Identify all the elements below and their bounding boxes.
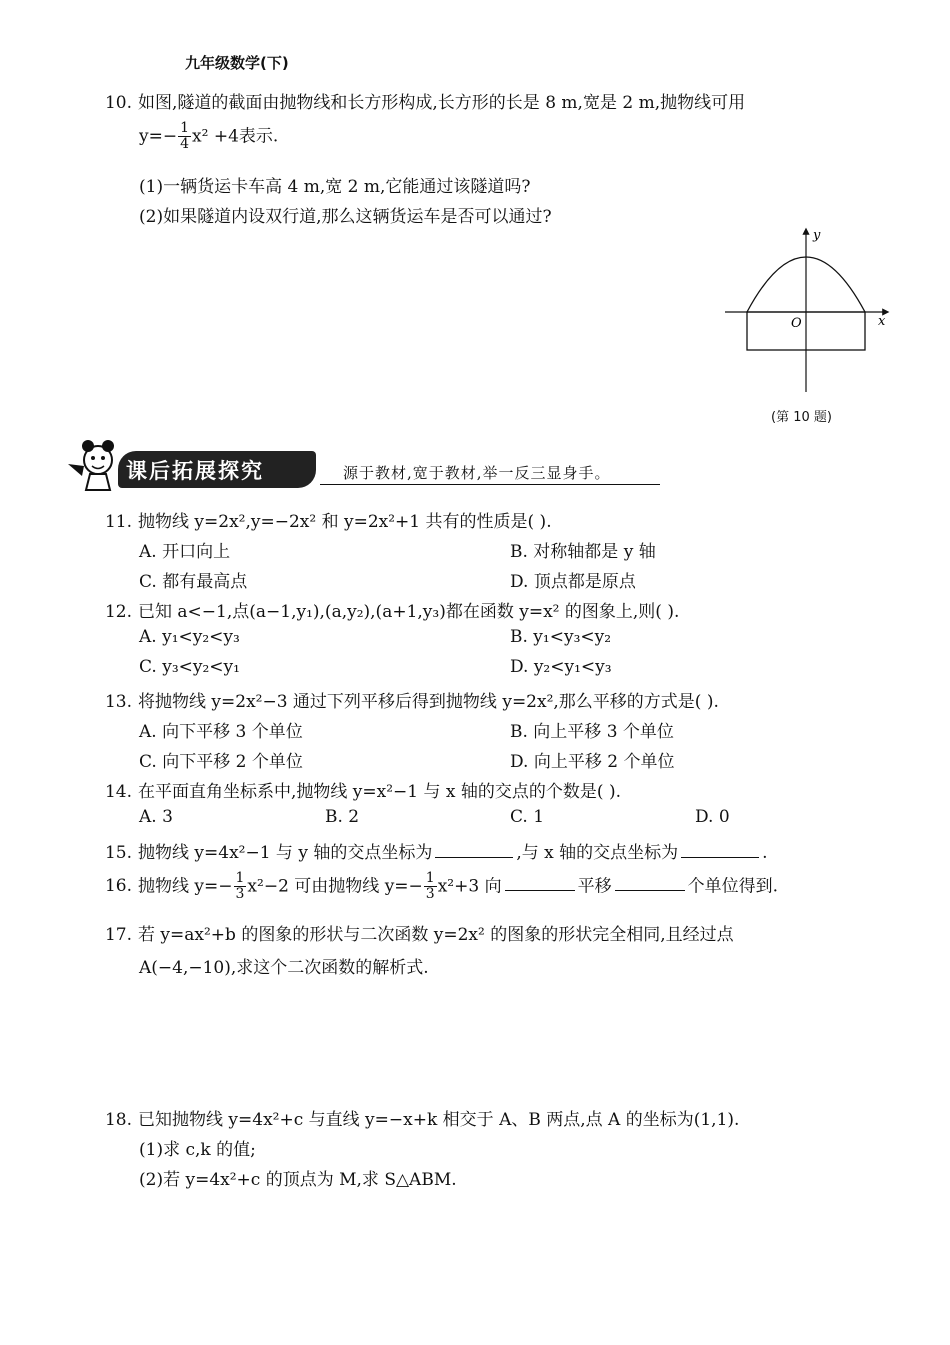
q10-frac-top: 1 [180,120,190,136]
q15-part1: 抛物线 y=4x²−1 与 y 轴的交点坐标为 [138,843,433,863]
q10-line1 [96,88,745,113]
banner-divider [320,484,660,485]
q16-blank-2[interactable] [615,889,685,891]
q16-p4: 平移 [577,876,612,897]
origin-label: O [791,316,802,331]
q16-fraction-2 [424,871,437,903]
q12-stem-line [96,597,679,622]
q11-option-c: C. 都有最高点 [139,572,248,592]
q12-option-c: C. y₃<y₂<y₁ [139,657,240,677]
q16-f2-bot: 3 [425,886,435,903]
q15-line [96,838,768,863]
q13-option-d: D. 向上平移 2 个单位 [510,752,675,772]
q16-fraction-1 [234,871,247,903]
q10-eq-pre: y=− [139,126,178,147]
q15-number: 15. [104,843,132,863]
q15-blank-1[interactable] [435,856,513,858]
banner-slogan: 源于教材,宽于教材,举一反三显身手。 [343,464,611,482]
q13-stem-line [96,687,719,712]
q10-number: 10. [104,93,132,113]
q18-sub2: (2)若 y=4x²+c 的顶点为 M,求 S△ABM. [139,1170,457,1190]
q11-number: 11. [104,512,132,532]
q15-blank-2[interactable] [681,856,759,858]
q10-sub1: (1)一辆货运卡车高 4 m,宽 2 m,它能通过该隧道吗? [139,177,531,197]
q13-number: 13. [104,692,132,712]
q17-line2: A(−4,−10),求这个二次函数的解析式. [139,958,429,978]
q12-stem: 已知 a<−1,点(a−1,y₁),(a,y₂),(a+1,y₃)都在函数 y=x² 的图象上,则( ). [138,602,680,622]
q17-text1: 若 y=ax²+b 的图象的形状与二次函数 y=2x² 的图象的形状完全相同,且经过点 [138,925,734,945]
q14-stem-line [96,777,621,802]
q15-part3: . [762,843,768,863]
q12-number: 12. [104,602,132,622]
q14-stem: 在平面直角坐标系中,抛物线 y=x²−1 与 x 轴的交点的个数是( ). [138,782,621,802]
q11-option-d: D. 顶点都是原点 [510,572,636,592]
q16-p2: x²−2 可由抛物线 y=− [247,876,423,897]
q10-text: 如图,隧道的截面由抛物线和长方形构成,长方形的长是 8 m,宽是 2 m,抛物线可用 [138,93,746,113]
q14-option-d: D. 0 [695,807,730,827]
q11-option-a: A. 开口向上 [139,542,231,562]
q10-sub2: (2)如果隧道内设双行道,那么这辆货运车是否可以通过? [139,207,552,227]
q16-number: 16. [104,876,132,897]
q12-option-d: D. y₂<y₁<y₃ [510,657,612,677]
q16-p1: 抛物线 y=− [138,876,233,897]
q14-option-c: C. 1 [510,807,545,827]
q14-option-a: A. 3 [139,807,173,827]
banner-title: 课后拓展探究 [126,459,264,483]
q16-f1-bot: 3 [235,886,245,903]
q16-blank-1[interactable] [505,889,575,891]
q12-option-a: A. y₁<y₂<y₃ [139,627,240,647]
q15-part2: ,与 x 轴的交点坐标为 [516,843,679,863]
q16-p5: 个单位得到. [687,876,778,897]
q10-equation [139,121,278,153]
q16-p3: x²+3 向 [437,876,502,897]
q11-stem: 抛物线 y=2x²,y=−2x² 和 y=2x²+1 共有的性质是( ). [138,512,552,532]
q14-option-b: B. 2 [325,807,360,827]
q13-option-b: B. 向上平移 3 个单位 [510,722,674,742]
q16-line [96,871,778,903]
figure-caption: (第 10 题) [771,410,832,425]
x-axis-label: x [878,314,886,329]
q18-text1: 已知抛物线 y=4x²+c 与直线 y=−x+k 相交于 A、B 两点,点 A 的坐标为(1,1). [138,1110,740,1130]
page-header: 九年级数学(下) [185,54,289,72]
q18-number: 18. [104,1110,132,1130]
q11-option-b: B. 对称轴都是 y 轴 [510,542,656,562]
q10-fraction [178,121,191,153]
y-axis-label: y [813,228,821,243]
q18-sub1: (1)求 c,k 的值; [139,1140,256,1160]
q11-stem-line [96,507,552,532]
q13-option-a: A. 向下平移 3 个单位 [139,722,303,742]
q12-option-b: B. y₁<y₃<y₂ [510,627,612,647]
q13-option-c: C. 向下平移 2 个单位 [139,752,303,772]
q14-number: 14. [104,782,132,802]
q10-frac-bot: 4 [180,136,190,153]
q17-line1 [96,920,734,945]
q10-eq-post: x² +4表示. [192,126,279,147]
q18-line1 [96,1105,739,1130]
q16-f1-top: 1 [235,870,245,886]
tunnel-figure [715,222,895,397]
q13-stem: 将抛物线 y=2x²−3 通过下列平移后得到抛物线 y=2x²,那么平移的方式是( ). [138,692,719,712]
q17-number: 17. [104,925,132,945]
q16-f2-top: 1 [425,870,435,886]
